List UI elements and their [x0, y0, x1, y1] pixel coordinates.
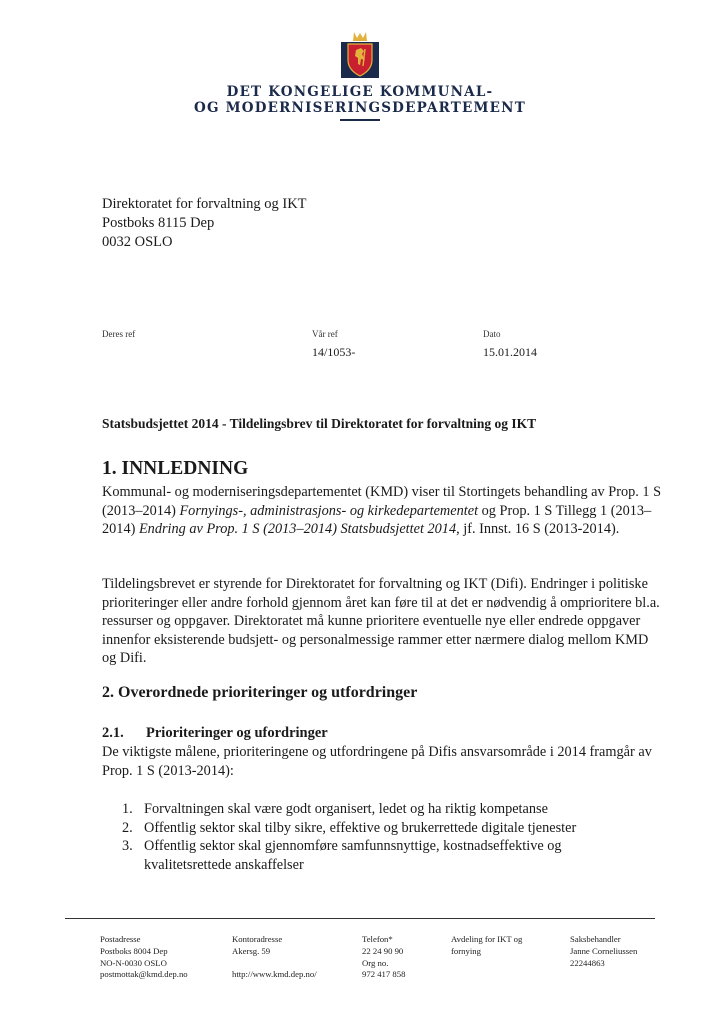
p1-text-c: og Prop. 1 S Tillegg 1 (2013–2014) — [102, 502, 652, 538]
footer-telefon — [362, 934, 405, 981]
footer-value: NO-N-0030 OSLO — [100, 957, 167, 968]
list-item — [122, 819, 642, 838]
intro-text: De viktigste målene, prioriteringene og utfordringene på Difis ansvarsområde i 2014 framgår av Prop. 1 S (2013-2014): — [102, 744, 652, 779]
recipient-city: 0032 OSLO — [102, 234, 173, 250]
p1-text-a: Kommunal- og moderniseringsdepartementet (KMD) viser til Stortingets behandling av Prop. 1 S (2013–2014) — [102, 484, 662, 519]
norwegian-coat-of-arms-icon — [341, 30, 379, 78]
section-1-paragraph-2 — [102, 575, 662, 668]
list-item — [122, 837, 642, 874]
list-item — [122, 800, 642, 819]
list-item-number: 1. — [122, 801, 133, 817]
footer-value: fornying — [451, 945, 481, 956]
footer-kontoradresse — [232, 934, 317, 981]
footer-label: Kontoradresse — [232, 934, 283, 944]
p1-italic-b: Fornyings-, administrasjons- og kirkedepartementet — [179, 502, 479, 519]
footer-label: Telefon* — [362, 934, 393, 944]
footer-value: Akersg. 59 — [232, 945, 271, 956]
subsection-title: Prioriteringer og ufordringer — [146, 725, 328, 741]
priorities-list — [122, 800, 642, 874]
header-divider — [340, 119, 380, 121]
footer-saksbehandler — [570, 934, 637, 969]
var-ref-value: 14/1053- — [312, 345, 356, 359]
footer-label: Avdeling for IKT og — [451, 934, 523, 944]
footer-divider — [65, 918, 655, 919]
dato-value: 15.01.2014 — [483, 345, 537, 359]
section-1-paragraph-1 — [102, 483, 662, 539]
ministry-name-line2: OG MODERNISERINGSDEPARTEMENT — [194, 100, 526, 116]
list-item-number: 2. — [122, 819, 133, 836]
footer-postadresse — [100, 934, 188, 981]
footer-avdeling — [451, 934, 522, 958]
list-item-text: Forvaltningen skal være godt organisert, ledet og ha riktig kompetanse — [144, 801, 548, 817]
footer-value: 972 417 858 — [362, 969, 406, 980]
list-item-text: Offentlig sektor skal tilby sikre, effektive og brukerrettede digitale tjenester — [144, 819, 577, 836]
deres-ref-label: Deres ref — [102, 329, 136, 339]
footer-spacer — [232, 958, 317, 970]
section-2-intro — [102, 743, 662, 780]
list-item-text: Offentlig sektor skal gjennomføre samfunnsnyttige, kostnadseffektive og kvalitetsrettede anskaffelser — [144, 838, 562, 873]
var-ref-label: Vår ref — [312, 329, 338, 339]
subsection-number: 2.1. — [102, 725, 124, 741]
footer-value: Janne Corneliussen — [570, 945, 638, 956]
dato-label: Dato — [483, 329, 501, 339]
subsection-2-1-heading — [102, 725, 328, 742]
p1-italic-d: Endring av Prop. 1 S (2013–2014) Statsbudsjettet 2014 — [138, 521, 457, 538]
section-1-heading: 1. INNLEDNING — [102, 458, 249, 479]
p1-text-e: , jf. Innst. 16 S (2013-2014). — [456, 521, 620, 538]
footer-value: 22 24 90 90 — [362, 945, 404, 956]
section-2-heading: 2. Overordnede prioriteringer og utfordringer — [102, 684, 418, 701]
footer-value: Org no. — [362, 957, 389, 968]
recipient-postbox: Postboks 8115 Dep — [102, 215, 215, 231]
footer-value: Postboks 8004 Dep — [100, 945, 168, 956]
list-item-number: 3. — [122, 838, 133, 855]
footer-label: Postadresse — [100, 934, 141, 944]
letter-subject: Statsbudsjettet 2014 - Tildelingsbrev til Direktoratet for forvaltning og IKT — [102, 416, 537, 431]
footer-value: 22244863 — [570, 957, 605, 968]
footer-website-link[interactable]: http://www.kmd.dep.no/ — [232, 969, 317, 980]
recipient-address — [102, 195, 307, 252]
p2-text: Tildelingsbrevet er styrende for Direktoratet for forvaltning og IKT (Difi). Endringer i politiske prioriteringer eller andre forhold gjennom året kan føre til at det er nødvendig å omprioritere bl.a. ressurser og oppgaver. Direktoratet må kunne prioritere eventuelle nye eller endrede oppgaver innenfor eksisterende budsjett- og personalmessige rammer etter nærmere dialog mellom KMD og Difi. — [102, 576, 660, 667]
recipient-name: Direktoratet for forvaltning og IKT — [102, 196, 307, 212]
footer-email-link[interactable]: postmottak@kmd.dep.no — [100, 969, 188, 980]
ministry-name-line1: DET KONGELIGE KOMMUNAL- — [226, 84, 494, 100]
footer-label: Saksbehandler — [570, 934, 621, 944]
